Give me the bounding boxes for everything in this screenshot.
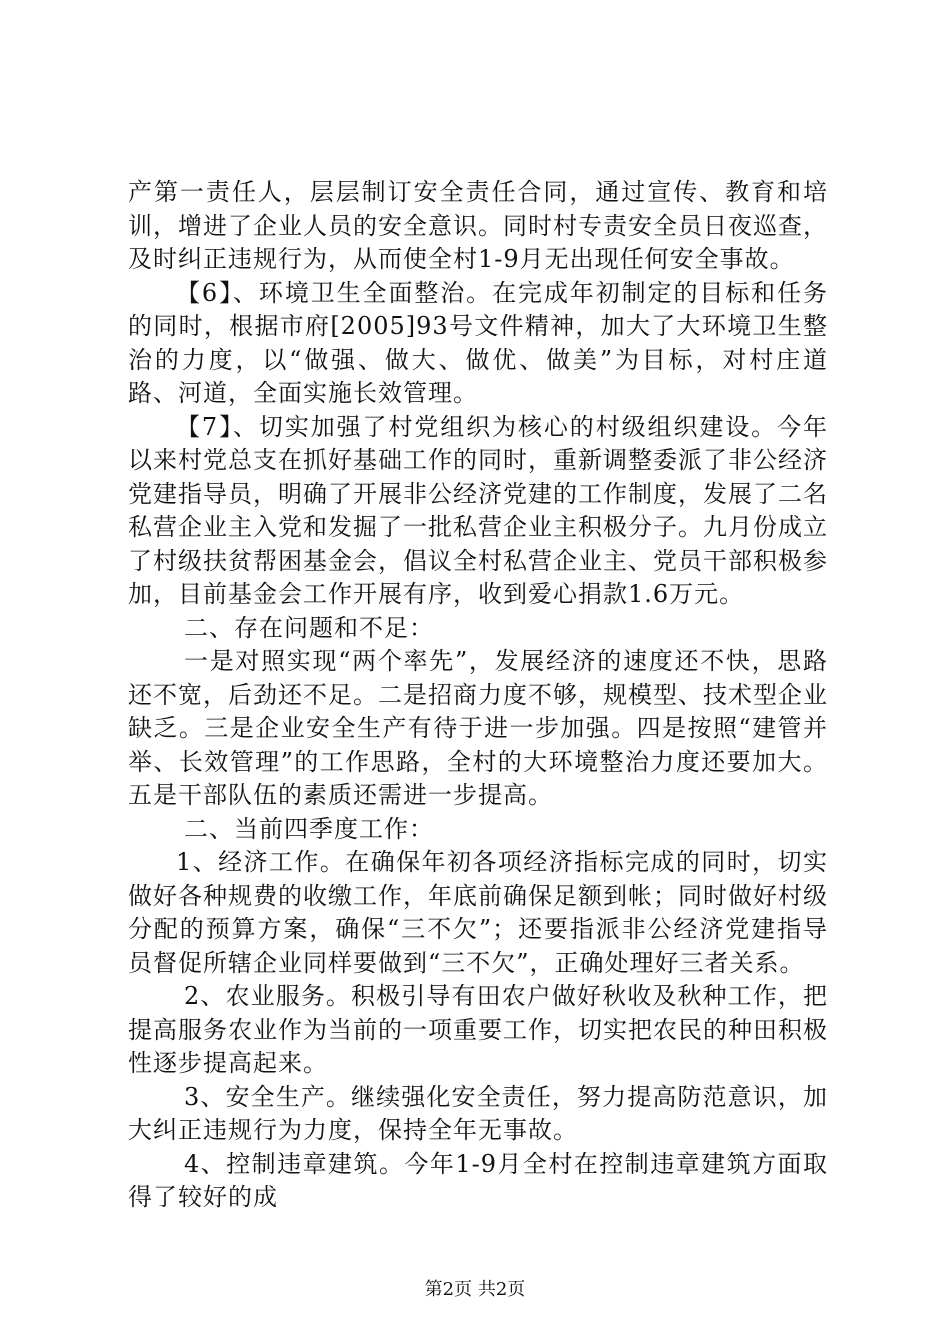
body-text [128,176,828,1215]
paragraph-safety-continued: 产第一责任人，层层制订安全责任合同，通过宣传、教育和培训，增进了企业人员的安全意识。同时村专责安全员日夜巡查，及时纠正违规行为，从而使全村1-9月无出现任何安全事故。 [128,178,828,273]
page-footer: 第2页 共2页 [424,1279,526,1300]
paragraph-item-7: 【7】、切实加强了村党组织为核心的村级组织建设。今年以来村党总支在抓好基础工作的同时，重新调整委派了非公经济党建指导员，明确了开展非公经济党建的工作制度，发展了二名私营企业主入党和发掘了一批私营企业主积极分子。九月份成立了村级扶贫帮困基金会，倡议全村私营企业主、党员干部积极参加，目前基金会工作开展有序，收到爱心捐款1.6万元。 [128,412,828,608]
heading-q4-work: 二、当前四季度工作： [184,814,434,843]
paragraph-illegal-construction: 4、控制违章建筑。今年1-9月全村在控制违章建筑方面取得了较好的成 [128,1149,828,1211]
paragraph-item-6: 【6】、环境卫生全面整治。在完成年初制定的目标和任务的同时，根据市府[2005]93号文件精神，加大了大环境卫生整治的力度，以“做强、做大、做优、做美”为目标，对村庄道路、河道，全面实施长效管理。 [128,278,828,407]
heading-problems: 二、存在问题和不足： [184,613,434,642]
paragraph-agriculture: 2、农业服务。积极引导有田农户做好秋收及秋种工作，把提高服务农业作为当前的一项重要工作，切实把农民的种田积极性逐步提高起来。 [128,982,828,1077]
paragraph-economic-work: 1、经济工作。在确保年初各项经济指标完成的同时，切实做好各种规费的收缴工作，年底前确保足额到帐；同时做好村级分配的预算方案，确保“三不欠”；还要指派非公经济党建指导员督促所辖企业同样要做到“三不欠”，正确处理好三者关系。 [128,848,828,977]
paragraph-problems: 一是对照实现“两个率先”，发展经济的速度还不快，思路还不宽，后劲还不足。二是招商力度不够，规模型、技术型企业缺乏。三是企业安全生产有待于进一步加强。四是按照“建管并举、长效管理”的工作思路，全村的大环境整治力度还要加大。五是干部队伍的素质还需进一步提高。 [128,647,828,809]
paragraph-safety-production: 3、安全生产。继续强化安全责任，努力提高防范意识，加大纠正违规行为力度，保持全年无事故。 [128,1082,828,1144]
